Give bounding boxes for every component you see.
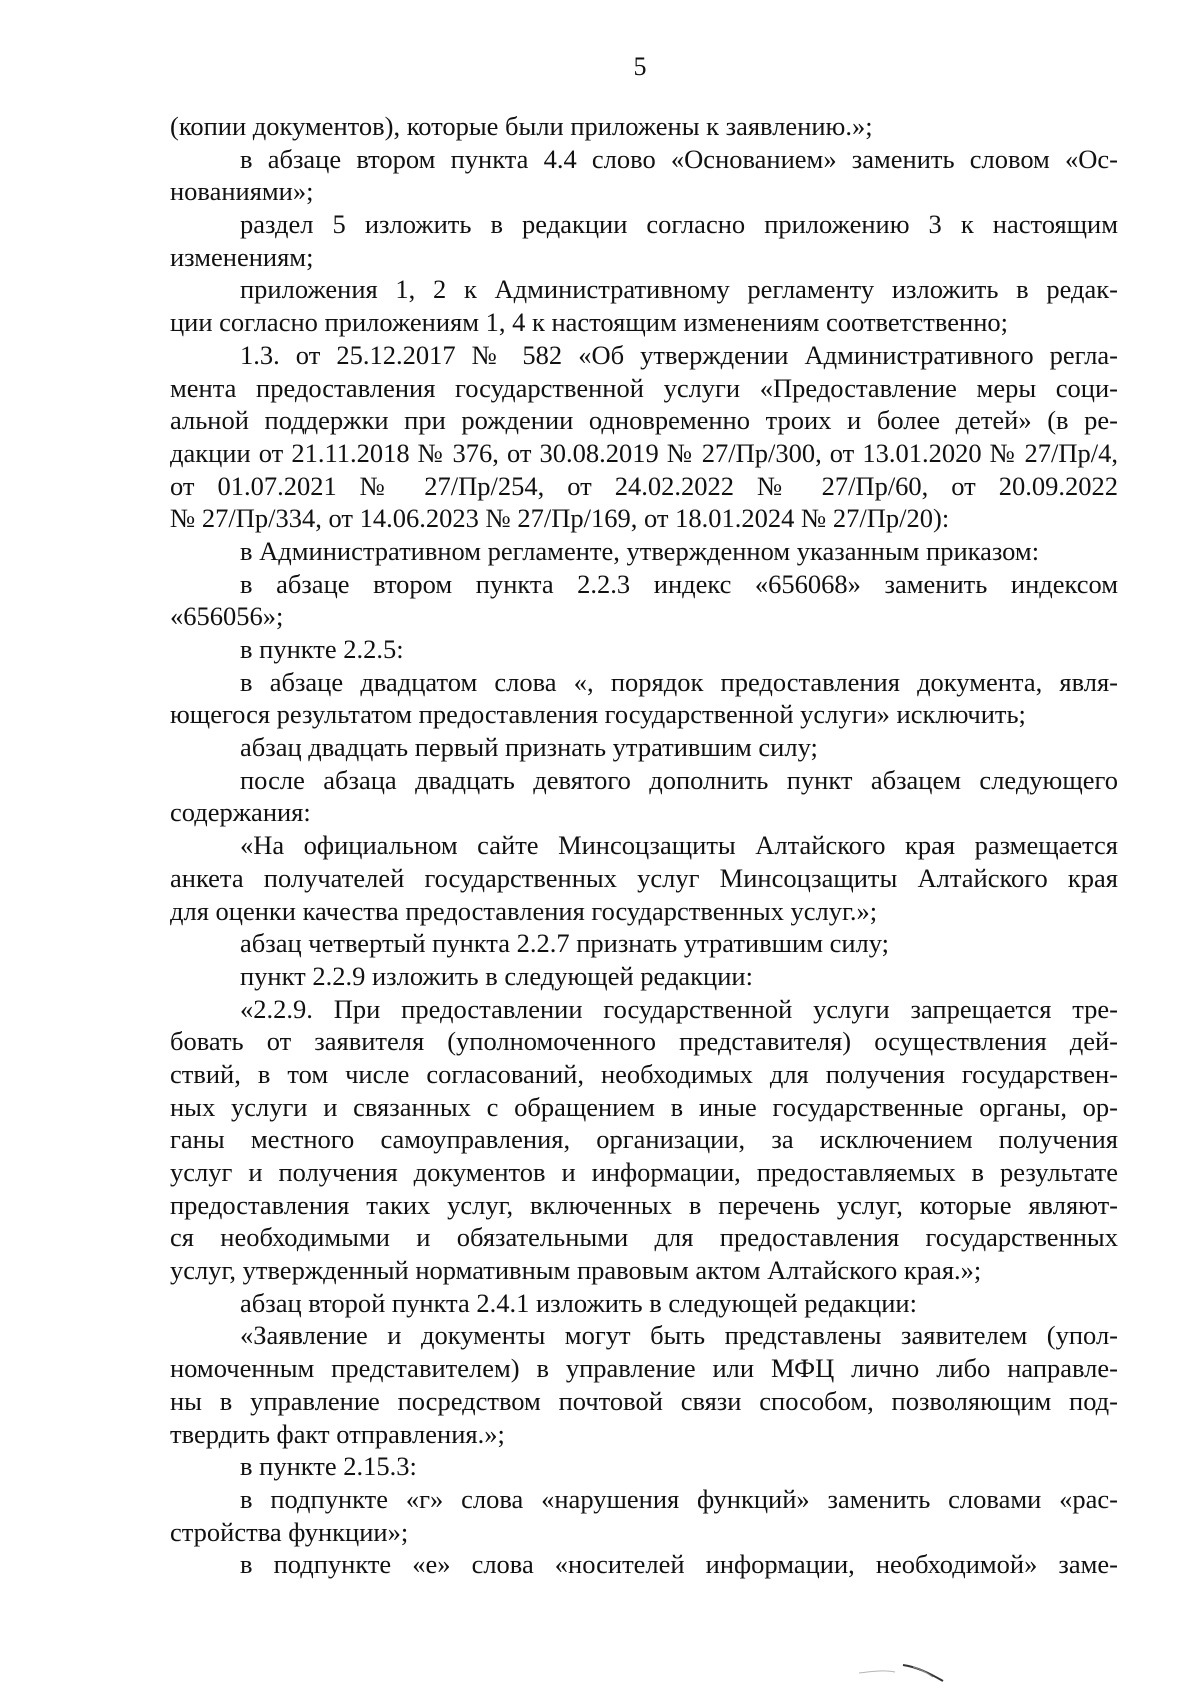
document-body <box>170 110 1118 1581</box>
text-line: в абзаце втором пункта 4.4 слово «Основанием» заменить словом «Ос- <box>240 143 1118 174</box>
text-line: от 01.07.2021 № 27/Пр/254, от 24.02.2022 № 27/Пр/60, от 20.09.2022 <box>170 470 1118 501</box>
text-line: мента предоставления государственной услуги «Предоставление меры соци- <box>170 372 1118 403</box>
text-line: «656056»; <box>170 601 284 632</box>
text-line: в пункте 2.15.3: <box>240 1451 417 1482</box>
text-line: для оценки качества предоставления государственных услуг.»; <box>170 895 878 926</box>
scan-artifact-mark <box>855 1655 975 1685</box>
text-line: альной поддержки при рождении одновременно троих и более детей» (в ре- <box>170 405 1118 436</box>
text-line: ющегося результатом предоставления государственной услуги» исключить; <box>170 699 1026 730</box>
text-line: абзац двадцать первый признать утратившим силу; <box>240 732 818 763</box>
text-line: ся необходимыми и обязательными для предоставления государственных <box>170 1222 1118 1253</box>
text-line: твердить факт отправления.»; <box>170 1418 505 1449</box>
text-line: «На официальном сайте Минсоцзащиты Алтайского края размещается <box>240 830 1118 861</box>
text-line: в абзаце втором пункта 2.2.3 индекс «656068» заменить индексом <box>240 568 1118 599</box>
scan-artifact-icon <box>855 1655 975 1685</box>
text-line: услуг, утвержденный нормативным правовым актом Алтайского края.»; <box>170 1255 982 1286</box>
text-line: ных услуги и связанных с обращением в иные государственные органы, ор- <box>170 1091 1118 1122</box>
text-line: в Административном регламенте, утвержденном указанным приказом: <box>240 535 1040 566</box>
text-line: дакции от 21.11.2018 № 376, от 30.08.2019 № 27/Пр/300, от 13.01.2020 № 27/Пр/4, <box>170 437 1118 468</box>
text-line: в подпункте «е» слова «носителей информации, необходимой» заме- <box>240 1549 1118 1580</box>
text-line: предоставления таких услуг, включенных в перечень услуг, которые являют- <box>170 1189 1118 1220</box>
text-line: в пункте 2.2.5: <box>240 634 404 664</box>
text-line: «Заявление и документы могут быть представлены заявителем (упол- <box>240 1320 1118 1351</box>
text-line: номоченным представителем) в управление или МФЦ лично либо направле- <box>170 1353 1118 1384</box>
page-number: 5 <box>633 52 647 81</box>
text-line: 1.3. от 25.12.2017 № 582 «Об утверждении Административного регла- <box>240 339 1118 370</box>
text-line: ганы местного самоуправления, организации, за исключением получения <box>170 1124 1118 1155</box>
text-line: ны в управление посредством почтовой связи способом, позволяющим под- <box>170 1385 1118 1416</box>
text-line: № 27/Пр/334, от 14.06.2023 № 27/Пр/169, от 18.01.2024 № 27/Пр/20): <box>170 503 950 534</box>
text-line: абзац второй пункта 2.4.1 изложить в следующей редакции: <box>240 1287 917 1318</box>
text-line: изменениям; <box>170 241 314 272</box>
text-line: ствий, в том числе согласований, необходимых для получения государствен- <box>170 1058 1118 1089</box>
text-line: стройства функции»; <box>170 1516 409 1547</box>
text-line: пункт 2.2.9 изложить в следующей редакции: <box>240 960 753 991</box>
text-line: (копии документов), которые были приложены к заявлению.»; <box>170 111 873 141</box>
text-line: услуг и получения документов и информации, предоставляемых в результате <box>170 1157 1118 1187</box>
text-line: анкета получателей государственных услуг Минсоцзащиты Алтайского края <box>170 862 1118 893</box>
text-line: приложения 1, 2 к Административному регламенту изложить в редак- <box>240 274 1118 305</box>
text-line: ции согласно приложениям 1, 4 к настоящим изменениям соответственно; <box>170 307 1008 338</box>
text-line: после абзаца двадцать девятого дополнить пункт абзацем следующего <box>240 764 1118 795</box>
text-line: «2.2.9. При предоставлении государственной услуги запрещается тре- <box>240 993 1118 1024</box>
text-line: бовать от заявителя (уполномоченного представителя) осуществления дей- <box>170 1026 1118 1057</box>
text-line: нованиями»; <box>170 176 314 207</box>
text-line: в подпункте «г» слова «нарушения функций» заменить словами «рас- <box>240 1483 1118 1514</box>
text-line: абзац четвертый пункта 2.2.7 признать утратившим силу; <box>240 928 890 959</box>
text-line: содержания: <box>170 797 311 828</box>
text-line: в абзаце двадцатом слова «, порядок предоставления документа, явля- <box>240 666 1118 697</box>
text-line: раздел 5 изложить в редакции согласно приложению 3 к настоящим <box>240 209 1118 240</box>
